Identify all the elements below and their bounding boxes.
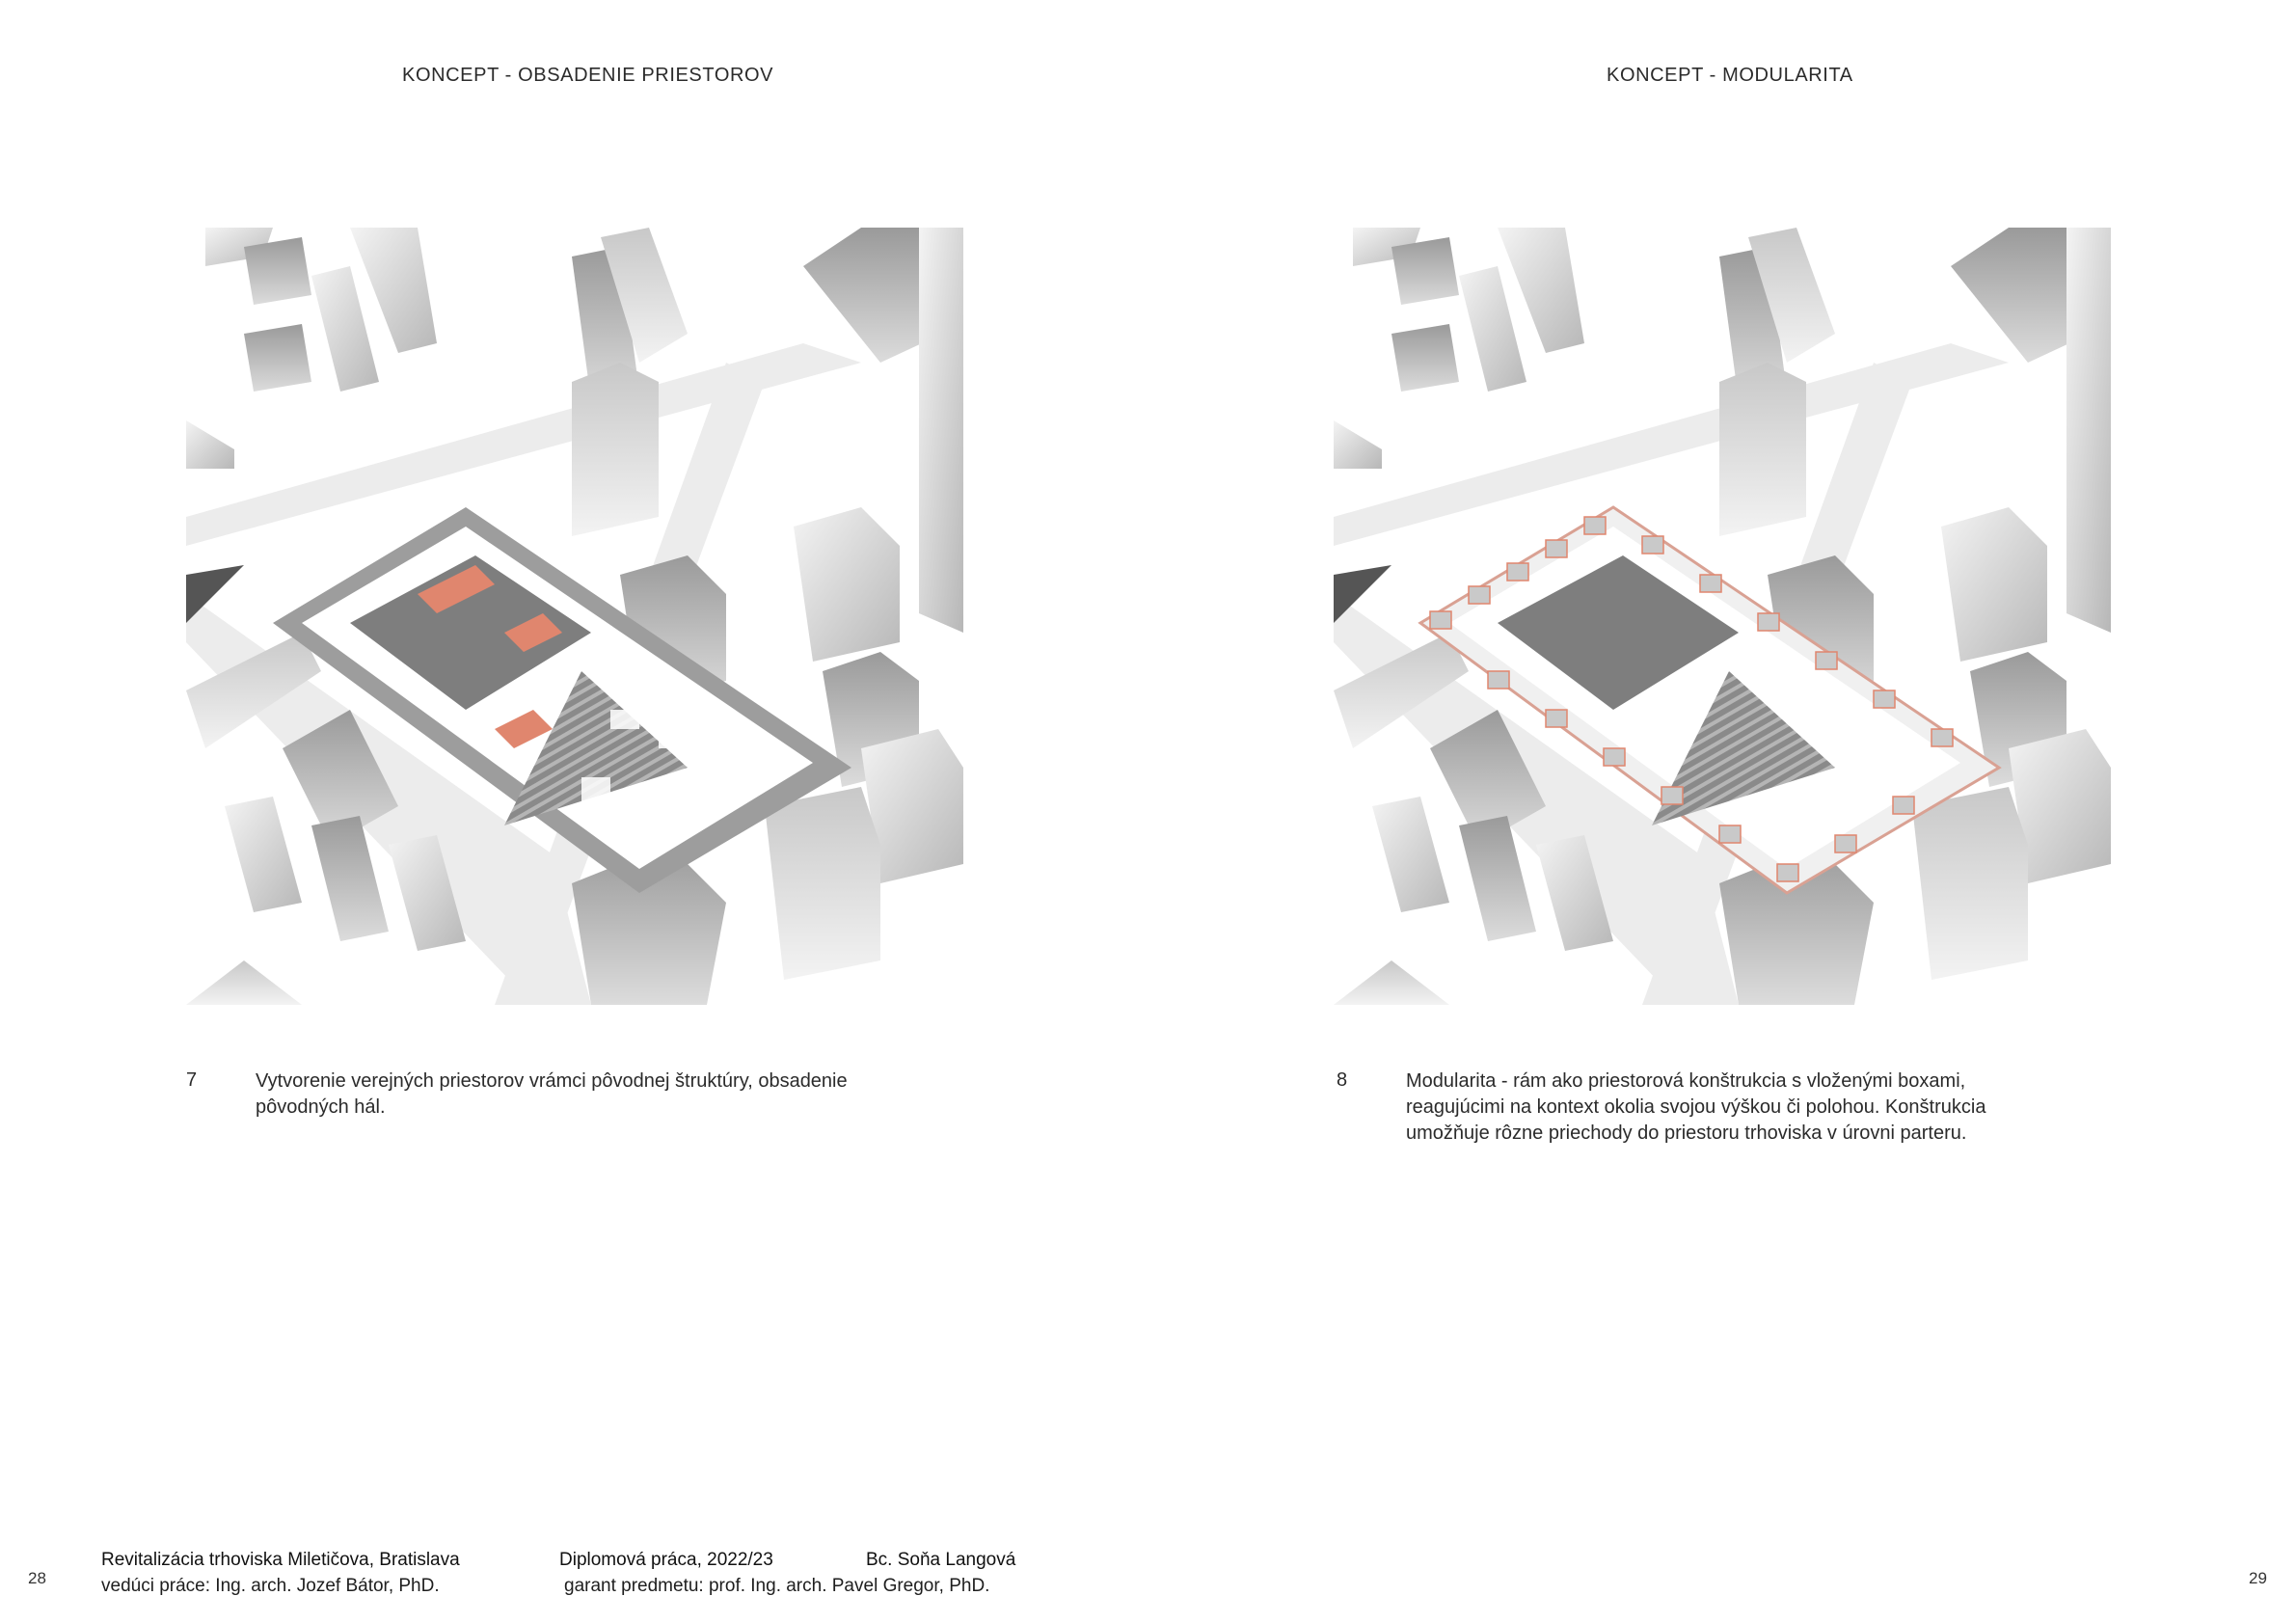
footer-author: Bc. Soňa Langová	[866, 1550, 1016, 1570]
left-caption-line-2: pôvodných hál.	[256, 1096, 386, 1118]
right-page-title: KONCEPT - MODULARITA	[1607, 65, 1853, 86]
right-caption-number: 8	[1337, 1069, 1348, 1091]
footer-supervisor: vedúci práce: Ing. arch. Jozef Bátor, PhD.	[101, 1576, 440, 1596]
left-caption-line-1: Vytvorenie verejných priestorov vrámci pôvodnej štruktúry, obsadenie	[256, 1070, 848, 1092]
footer-project-title: Revitalizácia trhoviska Miletičova, Bratislava	[101, 1550, 460, 1570]
right-caption	[1406, 1068, 2168, 1147]
right-page-number: 29	[2249, 1569, 2267, 1587]
footer-guarantor: garant predmetu: prof. Ing. arch. Pavel Gregor, PhD.	[564, 1576, 990, 1596]
left-page-number: 28	[28, 1569, 46, 1587]
right-caption-line-1: Modularita - rám ako priestorová konštrukcia s vloženými boxami,	[1406, 1070, 1966, 1092]
footer-thesis: Diplomová práca, 2022/23	[559, 1550, 773, 1570]
right-caption-line-2: reagujúcimi na kontext okolia svojou výškou či polohou. Konštrukcia	[1406, 1096, 1986, 1118]
left-page-title: KONCEPT - OBSADENIE PRIESTOROV	[402, 65, 774, 86]
right-caption-line-3: umožňuje rôzne priechody do priestoru trhoviska v úrovni parteru.	[1406, 1123, 1967, 1144]
left-caption	[256, 1068, 988, 1121]
left-axonometric-illustration	[186, 228, 963, 1005]
right-axonometric-illustration	[1334, 228, 2111, 1005]
left-caption-number: 7	[186, 1069, 198, 1091]
